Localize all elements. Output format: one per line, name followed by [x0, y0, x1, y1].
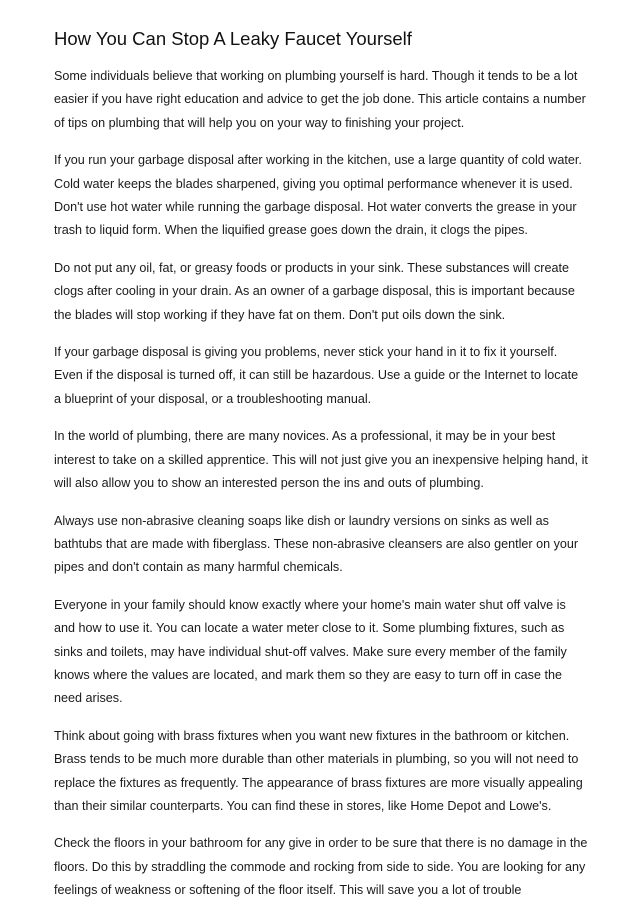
paragraph: Do not put any oil, fat, or greasy foods or products in your sink. These substances will create clogs after cooling in your drain. As an owner of a garbage disposal, this is important because the blades will stop working if they have fat on them. Don't put oils down the sink. [54, 260, 575, 322]
paragraph: If you run your garbage disposal after working in the kitchen, use a large quantity of cold water. Cold water keeps the blades sharpened, giving you optimal performance whenever it is used. Don't use hot water while running the garbage disposal. Hot water converts the grease in your trash to liquid form. When the liquified grease goes down the drain, it clogs the pipes. [54, 153, 582, 238]
document-title: How You Can Stop A Leaky Faucet Yourself [54, 28, 412, 49]
paragraph: Everyone in your family should know exactly where your home's main water shut off valve is and how to use it. You can locate a water meter close to it. Some plumbing fixtures, such as sinks and toilets, may have individual shut-off valves. Make sure every member of the family knows where the values are located, and mark them so they are easy to turn off in case the need arises. [54, 597, 567, 706]
paragraph: Check the floors in your bathroom for any give in order to be sure that there is no damage in the floors. Do this by straddling the commode and rocking from side to side. You are looking for any feelings of weakness or softening of the floor itself. This will save you a lot of trouble [54, 836, 588, 898]
paragraph: If your garbage disposal is giving you problems, never stick your hand in it to fix it yourself. Even if the disposal is turned off, it can still be hazardous. Use a guide or the Internet to locate a blueprint of your disposal, or a troubleshooting manual. [54, 345, 579, 406]
paragraph: Think about going with brass fixtures when you want new fixtures in the bathroom or kitchen. Brass tends to be much more durable than other materials in plumbing, so you will not need to replace the fixtures as frequently. The appearance of brass fixtures are more visually appealing than their similar counterparts. You can find these in stores, like Home Depot and Lowe's. [54, 728, 583, 813]
document-body [54, 65, 588, 917]
paragraph: Some individuals believe that working on plumbing yourself is hard. Though it tends to be a lot easier if you have right education and advice to get the job done. This article contains a number of tips on plumbing that will help you on your way to finishing your project. [54, 69, 586, 130]
paragraph: Always use non-abrasive cleaning soaps like dish or laundry versions on sinks as well as bathtubs that are made with fiberglass. These non-abrasive cleansers are also gentler on your pipes and don't contain as many harmful chemicals. [54, 513, 579, 575]
paragraph: In the world of plumbing, there are many novices. As a professional, it may be in your best interest to take on a skilled apprentice. This will not just give you an inexpensive helping hand, it will also allow you to show an interested person the ins and outs of plumbing. [54, 429, 588, 491]
